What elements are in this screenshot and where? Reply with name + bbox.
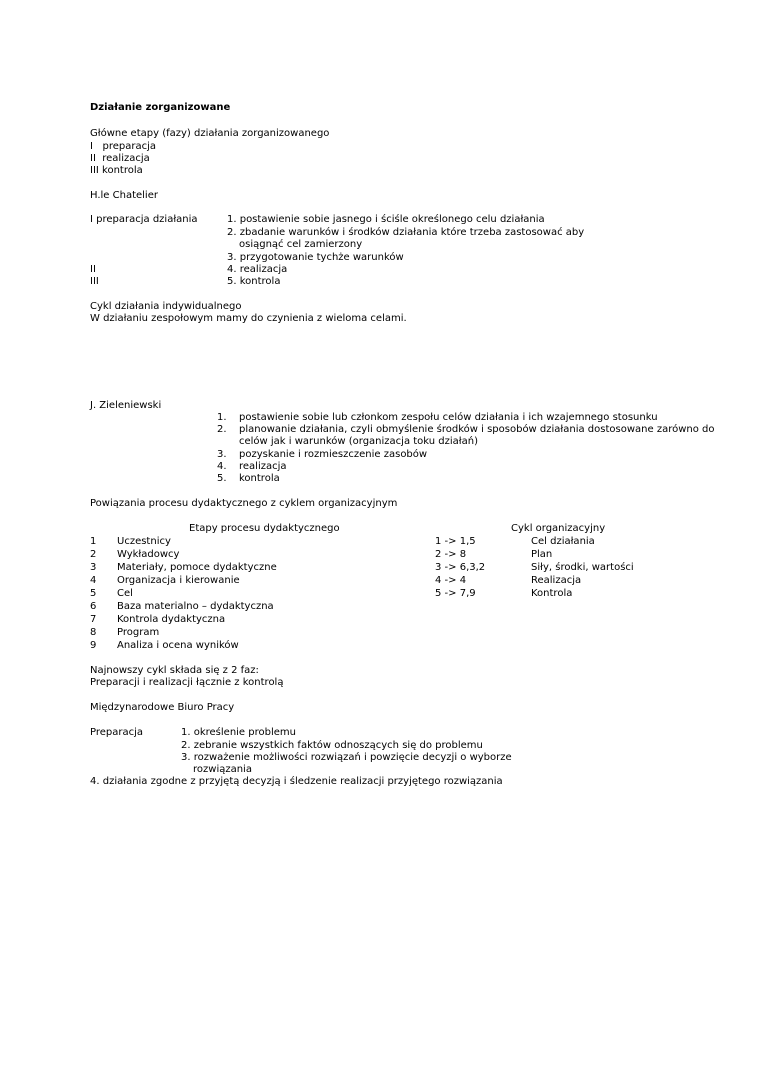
row-cycle-stage: Realizacja [531,575,582,586]
ilo-author: Międzynarodowe Biuro Pracy [90,702,235,713]
row-number: 5 [90,588,97,599]
row-stage: Baza materialno – dydaktyczna [117,601,274,612]
ilo-label: Preparacja [90,727,144,738]
document-title: Działanie zorganizowane [90,102,231,113]
zieleniewski-num: 4. [217,461,227,472]
row-cycle-stage: Siły, środki, wartości [531,562,634,573]
chatelier-note: Cykl działania indywidualnego [90,301,242,312]
row-stage: Uczestnicy [117,536,171,547]
chatelier-item: 5. kontrola [227,276,281,287]
row-number: 1 [90,536,97,547]
zieleniewski-item: celów jak i warunków (organizacja toku działań) [239,436,478,447]
newest-cycle-line: Preparacji i realizacji łącznie z kontrolą [90,677,284,688]
zieleniewski-item: kontrola [239,473,280,484]
row-mapping: 4 -> 4 [435,575,467,586]
row-mapping: 1 -> 1,5 [435,536,476,547]
row-stage: Cel [117,588,133,599]
zieleniewski-item: planowanie działania, czyli obmyślenie środków i sposobów działania dostosowane zarówno do [239,424,715,435]
row-stage: Organizacja i kierowanie [117,575,240,586]
zieleniewski-num: 5. [217,473,227,484]
column-header-stages: Etapy procesu dydaktycznego [189,523,340,534]
row-stage: Kontrola dydaktyczna [117,614,226,625]
row-number: 3 [90,562,97,573]
row-number: 4 [90,575,97,586]
row-number: 2 [90,549,97,560]
row-stage: Program [117,627,160,638]
zieleniewski-item: realizacja [239,461,287,472]
row-cycle-stage: Plan [531,549,553,560]
row-number: 8 [90,627,97,638]
row-number: 6 [90,601,97,612]
ilo-item: 1. określenie problemu [181,727,296,738]
ilo-item: rozwiązania [193,764,252,775]
row-stage: Wykładowcy [117,549,180,560]
row-cycle-stage: Kontrola [531,588,573,599]
row-mapping: 2 -> 8 [435,549,467,560]
stages-heading: Główne etapy (fazy) działania zorganizowanego [90,128,330,139]
row-number: 7 [90,614,97,625]
ilo-item: 2. zebranie wszystkich faktów odnoszących się do problemu [181,740,483,751]
zieleniewski-num: 2. [217,424,227,435]
relation-heading: Powiązania procesu dydaktycznego z cyklem organizacyjnym [90,498,398,509]
row-number: 9 [90,640,97,651]
stage-item: III kontrola [90,165,143,176]
chatelier-item: 3. przygotowanie tychże warunków [227,252,404,263]
chatelier-note: W działaniu zespołowym mamy do czynienia z wieloma celami. [90,313,407,324]
row-mapping: 5 -> 7,9 [435,588,476,599]
column-header-cycle: Cykl organizacyjny [511,523,606,534]
zieleniewski-author: J. Zieleniewski [90,400,162,411]
zieleniewski-num: 1. [217,412,227,423]
chatelier-item: 2. zbadanie warunków i środków działania które trzeba zastosować aby [227,227,585,238]
chatelier-label: I preparacja działania [90,214,198,225]
row-cycle-stage: Cel działania [531,536,595,547]
zieleniewski-item: pozyskanie i rozmieszczenie zasobów [239,449,428,460]
ilo-last-item: 4. działania zgodne z przyjętą decyzją i śledzenie realizacji przyjętego rozwiązania [90,776,503,787]
chatelier-author: H.le Chatelier [90,190,158,201]
ilo-item: 3. rozważenie możliwości rozwiązań i powzięcie decyzji o wyborze [181,752,512,763]
row-stage: Materiały, pomoce dydaktyczne [117,562,277,573]
stage-item: I preparacja [90,141,156,152]
chatelier-label: II [90,264,96,275]
row-mapping: 3 -> 6,3,2 [435,562,486,573]
chatelier-item: osiągnąć cel zamierzony [239,239,363,250]
zieleniewski-num: 3. [217,449,227,460]
row-stage: Analiza i ocena wyników [117,640,239,651]
zieleniewski-item: postawienie sobie lub członkom zespołu celów działania i ich wzajemnego stosunku [239,412,658,423]
chatelier-item: 4. realizacja [227,264,288,275]
chatelier-label: III [90,276,99,287]
stage-item: II realizacja [90,153,150,164]
newest-cycle-line: Najnowszy cykl składa się z 2 faz: [90,665,259,676]
chatelier-item: 1. postawienie sobie jasnego i ściśle określonego celu działania [227,214,545,225]
